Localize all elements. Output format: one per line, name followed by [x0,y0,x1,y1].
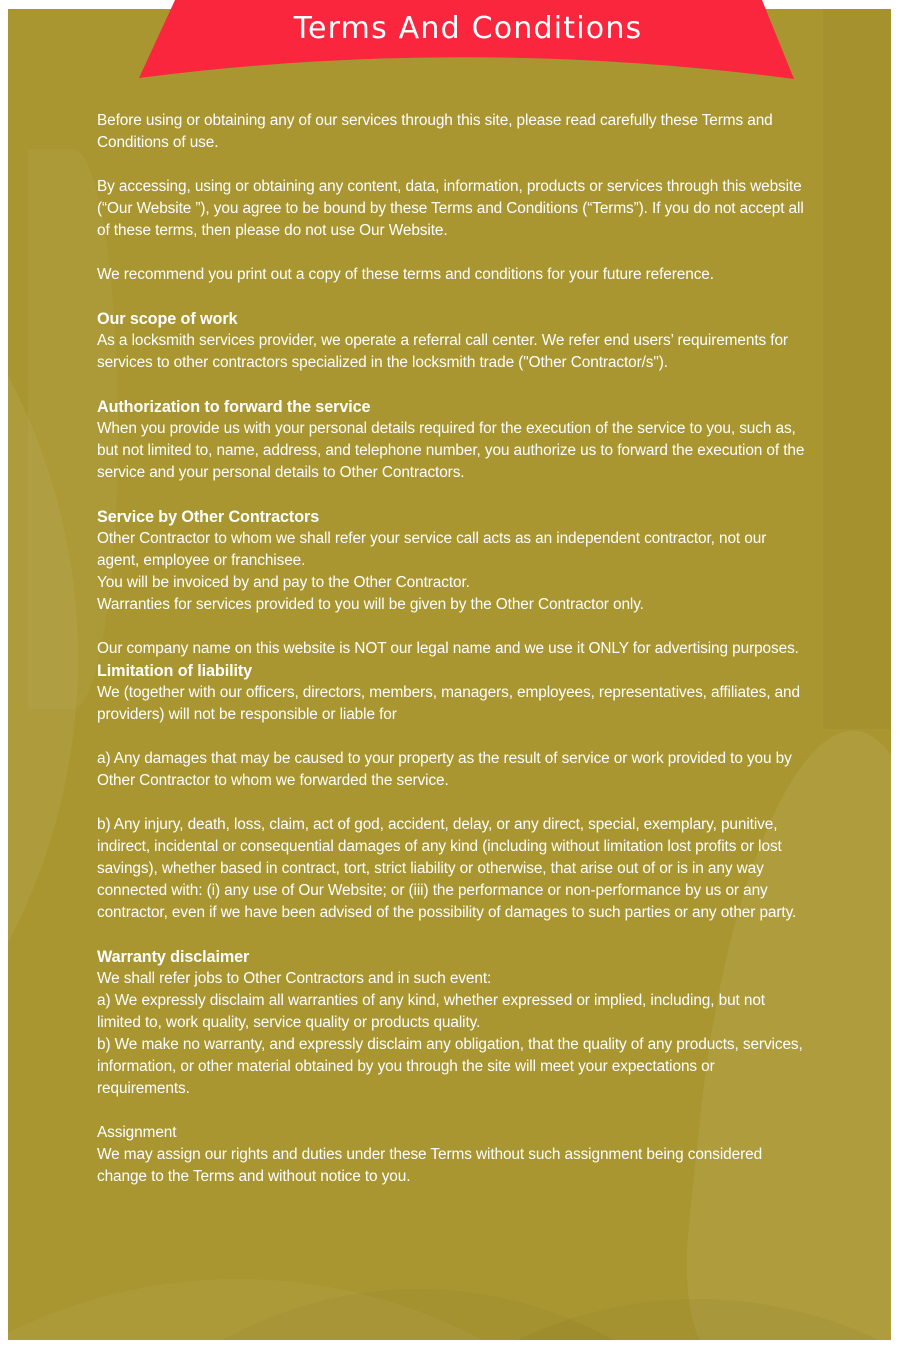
paragraph: Other Contractor to whom we shall refer your service call acts as an independent contractor, not our agent, employee or franchisee. [97,530,767,569]
terms-content [97,110,811,1188]
paragraph: a) Any damages that may be caused to your property as the result of service or work provided to you by Other Contractor to whom we forwarded the service. [97,750,792,789]
paragraph: Before using or obtaining any of our services through this site, please read carefully these Terms and Conditions of use. [97,112,773,151]
paragraph-spacer [97,792,811,814]
background-curve-left [8,49,78,1269]
background-hump-bottom-center [18,1289,818,1340]
background-blob-bottom-left [8,1279,758,1340]
paragraph: Our company name on this website is NOT our legal name and we use it ONLY for advertising purposes. [97,640,799,657]
paragraph-spacer [97,154,811,176]
paragraph: As a locksmith services provider, we operate a referral call center. We refer end users’ requirements for services to other contractors specialized in the locksmith trade ("Other Contractor/s"). [97,332,788,371]
paragraph: We (together with our officers, directors, members, managers, employees, representatives, affiliates, and providers) will not be responsible or liable for [97,684,800,723]
paragraph: By accessing, using or obtaining any content, data, information, products or services through this website (“Our Website ”), you agree to be bound by these Terms and Conditions (“Terms”). If you do not accept all of these terms, then please do not use Our Website. [97,178,804,239]
paragraph: Warranties for services provided to you will be given by the Other Contractor only. [97,596,644,613]
section-heading: Service by Other Contractors [97,508,320,526]
background-band-top-right [823,9,891,729]
paragraph: b) We make no warranty, and expressly disclaim any obligation, that the quality of any products, services, information, or other material obtained by you through the site will meet your expectations or requirements. [97,1036,803,1097]
paragraph-spacer [97,616,811,638]
paragraph: Assignment [97,1124,177,1141]
paragraph-spacer [97,242,811,264]
terms-panel [8,9,891,1340]
paragraph-spacer [97,484,811,506]
background-hump-bottom-right [278,1299,891,1340]
section-heading: Our scope of work [97,310,238,328]
paragraph: When you provide us with your personal details required for the execution of the service to you, such as, but not limited to, name, address, and telephone number, you authorize us to forward the execution of the service and your personal details to Other Contractors. [97,420,805,481]
paragraph-spacer [97,286,811,308]
paragraph-spacer [97,726,811,748]
page-title: Terms And Conditions [293,11,643,46]
section-heading: Authorization to forward the service [97,398,371,416]
paragraph: You will be invoiced by and pay to the Other Contractor. [97,574,470,591]
paragraph: We may assign our rights and duties under these Terms without such assignment being considered change to the Terms and without notice to you. [97,1146,763,1185]
paragraph-spacer [97,374,811,396]
paragraph: We shall refer jobs to Other Contractors and in such event: [97,970,492,987]
section-heading: Warranty disclaimer [97,948,250,966]
paragraph: b) Any injury, death, loss, claim, act of god, accident, delay, or any direct, special, exemplary, punitive, indirect, incidental or consequential damages of any kind (including without limitation lost profits or lost savings), whether based in contract, tort, strict liability or otherwise, that arise out of or is in any way connected with: (i) any use of Our Website; or (iii) the performance or non-performance by us or any contractor, even if we have been advised of the possibility of damages to such parties or any other party. [97,816,797,921]
paragraph: a) We expressly disclaim all warranties of any kind, whether expressed or implied, including, but not limited to, work quality, service quality or products quality. [97,992,765,1031]
paragraph-spacer [97,1100,811,1122]
paragraph: We recommend you print out a copy of these terms and conditions for your future reference. [97,266,714,283]
paragraph-spacer [97,924,811,946]
section-heading: Limitation of liability [97,662,253,680]
